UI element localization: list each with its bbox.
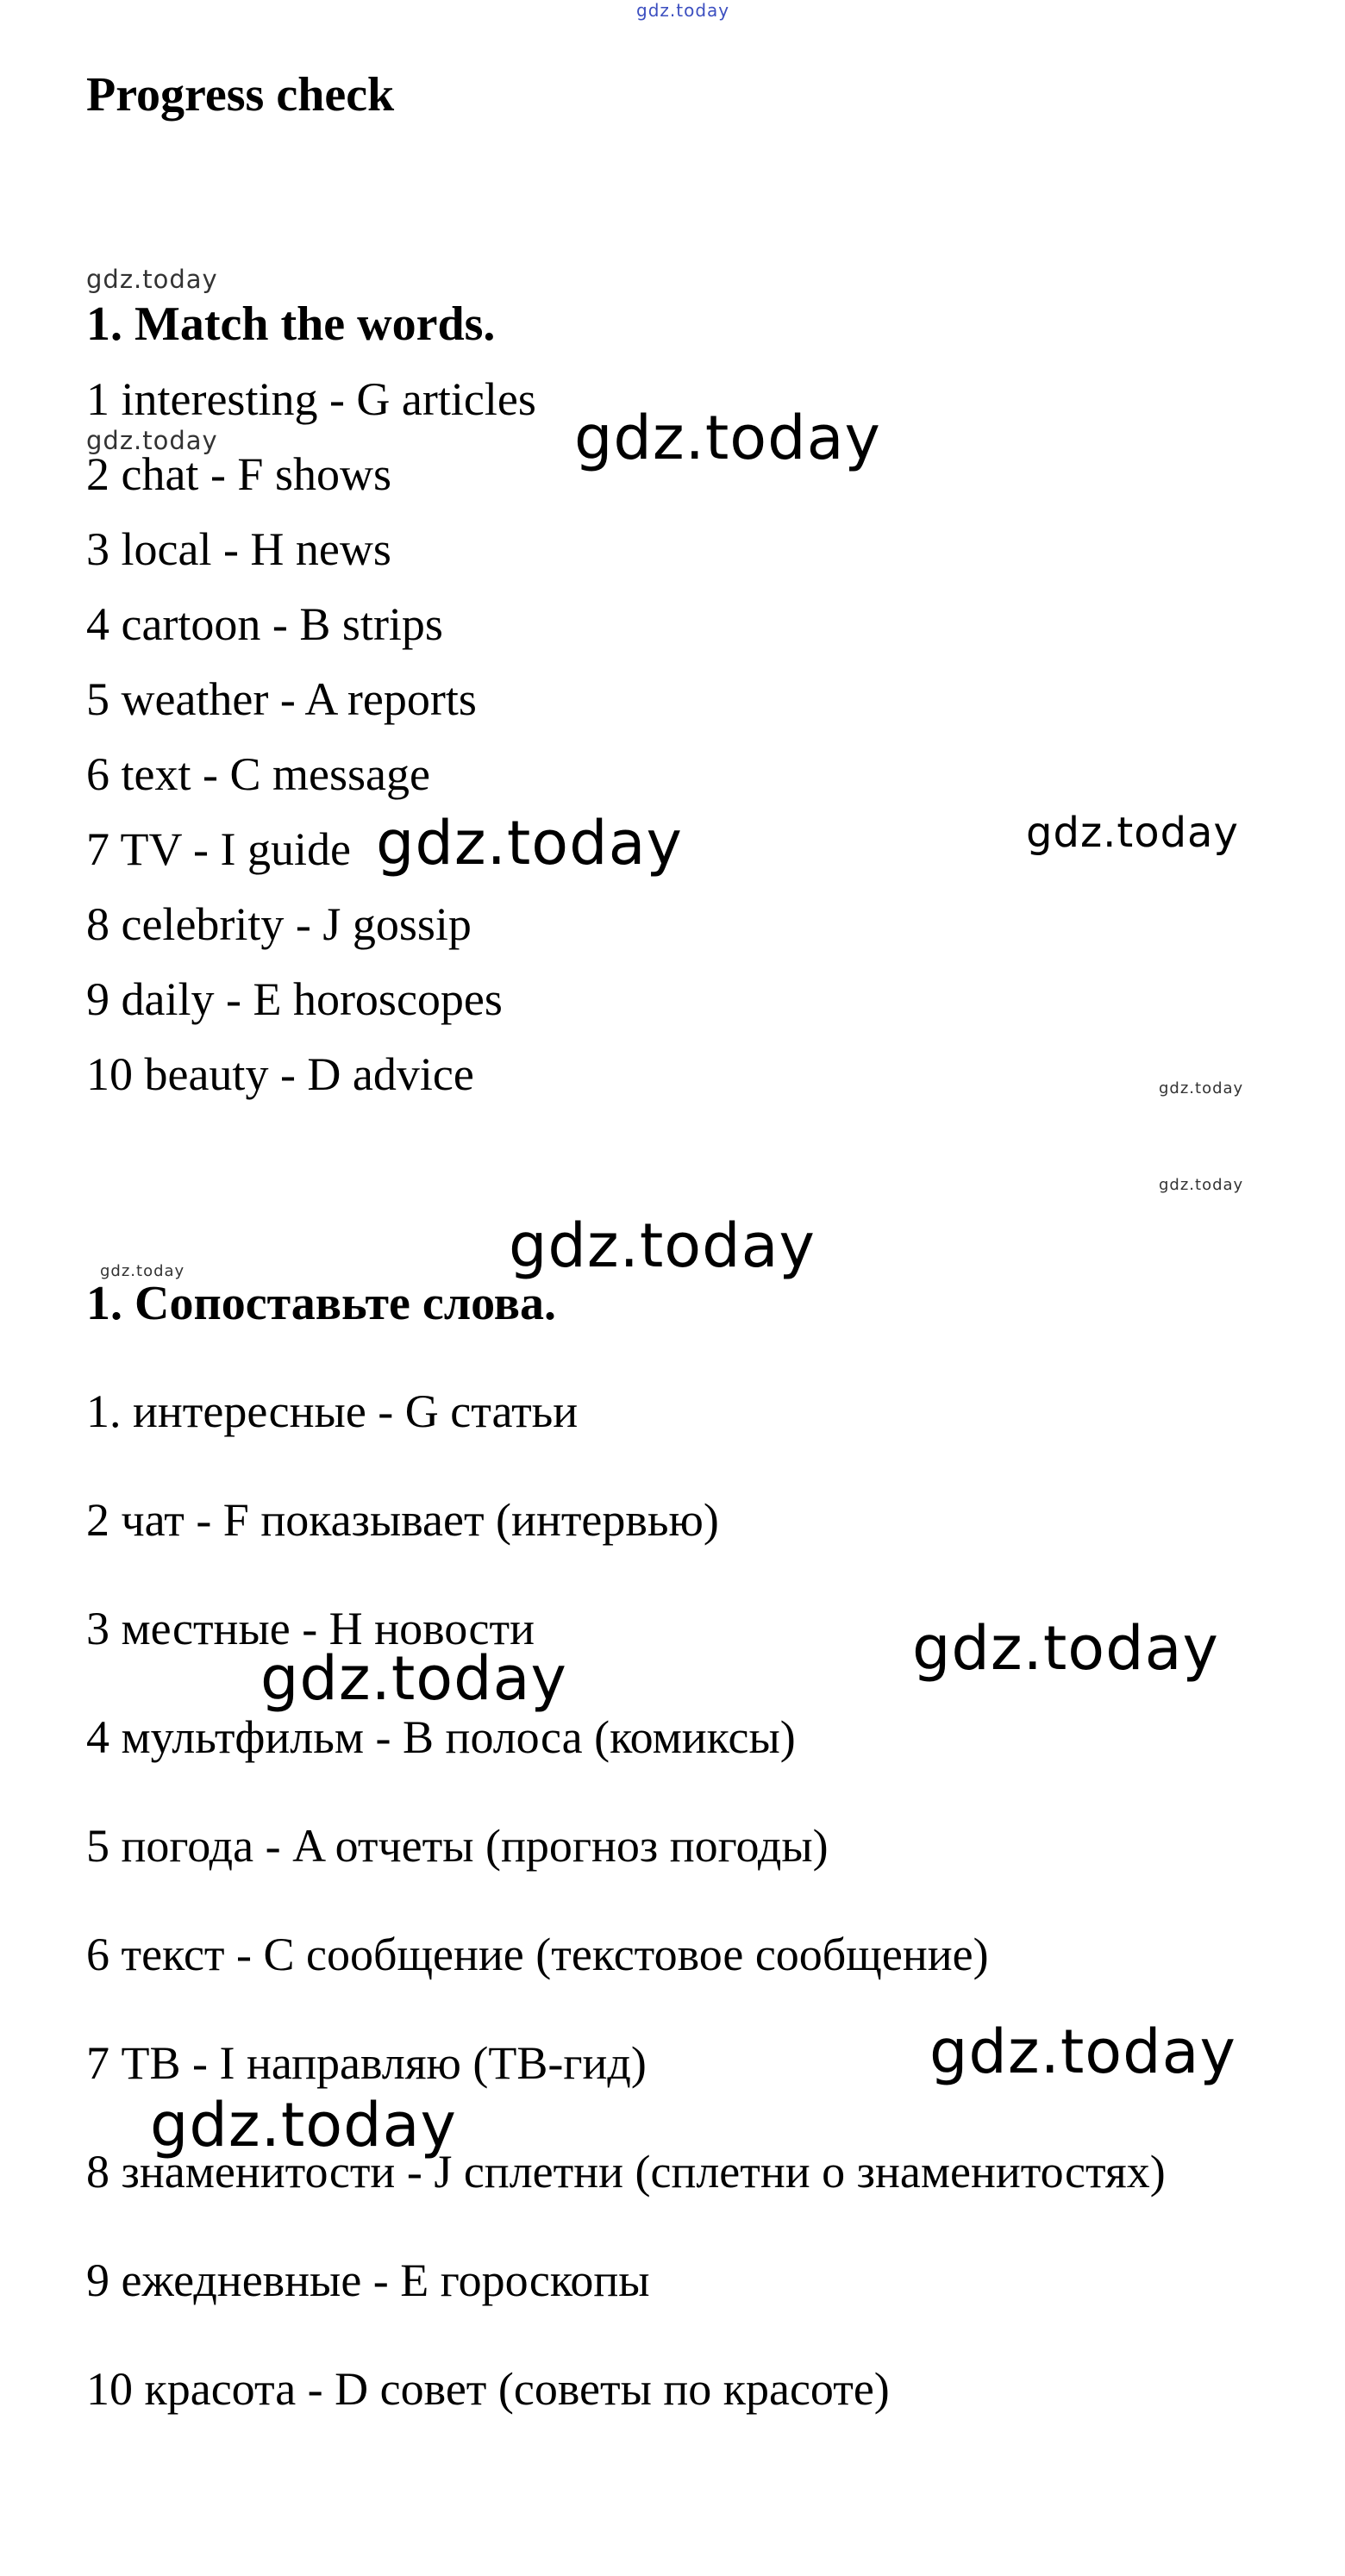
watermark-small: gdz.today (86, 426, 218, 455)
watermark-medium: gdz.today (1026, 809, 1239, 857)
watermark-large: gdz.today (260, 1643, 567, 1714)
english-item: 6 text - C message (86, 748, 430, 800)
english-item: 10 beauty - D advice (86, 1048, 474, 1100)
english-item: 7 TV - I guide (86, 823, 351, 875)
russian-item: 5 погода - A отчеты (прогноз погоды) (86, 1820, 829, 1872)
english-item: 2 chat - F shows (86, 448, 391, 500)
english-item: 3 local - H news (86, 523, 391, 575)
english-item: 5 weather - A reports (86, 673, 477, 725)
russian-item: 3 местные - H новости (86, 1603, 535, 1654)
english-item: 9 daily - E horoscopes (86, 973, 503, 1025)
russian-heading: 1. Сопоставьте слова. (86, 1277, 556, 1330)
russian-item: 2 чат - F показывает (интервью) (86, 1494, 719, 1546)
russian-item: 8 знаменитости - J сплетни (сплетни о знаменитостях) (86, 2146, 1166, 2198)
russian-item: 1. интересные - G статьи (86, 1385, 579, 1437)
watermark-tiny: gdz.today (1159, 1176, 1244, 1194)
watermark-top: gdz.today (636, 0, 730, 21)
watermark-large: gdz.today (912, 1613, 1219, 1684)
watermark-tiny: gdz.today (1159, 1079, 1244, 1097)
russian-item: 10 красота - D совет (советы по красоте) (86, 2363, 890, 2415)
russian-item: 9 ежедневные - E гороскопы (86, 2254, 650, 2306)
russian-item: 4 мультфильм - B полоса (комиксы) (86, 1711, 796, 1763)
russian-item: 7 ТВ - I направляю (ТВ-гид) (86, 2037, 647, 2089)
watermark-large: gdz.today (150, 2090, 457, 2160)
watermark-small: gdz.today (86, 265, 218, 294)
watermark-large: gdz.today (509, 1210, 816, 1281)
watermark-tiny: gdz.today (100, 1262, 185, 1280)
watermark-large: gdz.today (376, 808, 683, 878)
page-title: Progress check (86, 68, 395, 122)
english-item: 4 cartoon - B strips (86, 598, 443, 650)
watermark-large: gdz.today (574, 403, 881, 473)
english-item: 8 celebrity - J gossip (86, 898, 472, 950)
english-item: 1 interesting - G articles (86, 373, 536, 425)
watermark-large: gdz.today (929, 2016, 1236, 2087)
russian-item: 6 текст - C сообщение (текстовое сообщение) (86, 1929, 989, 1980)
english-heading: 1. Match the words. (86, 297, 496, 351)
